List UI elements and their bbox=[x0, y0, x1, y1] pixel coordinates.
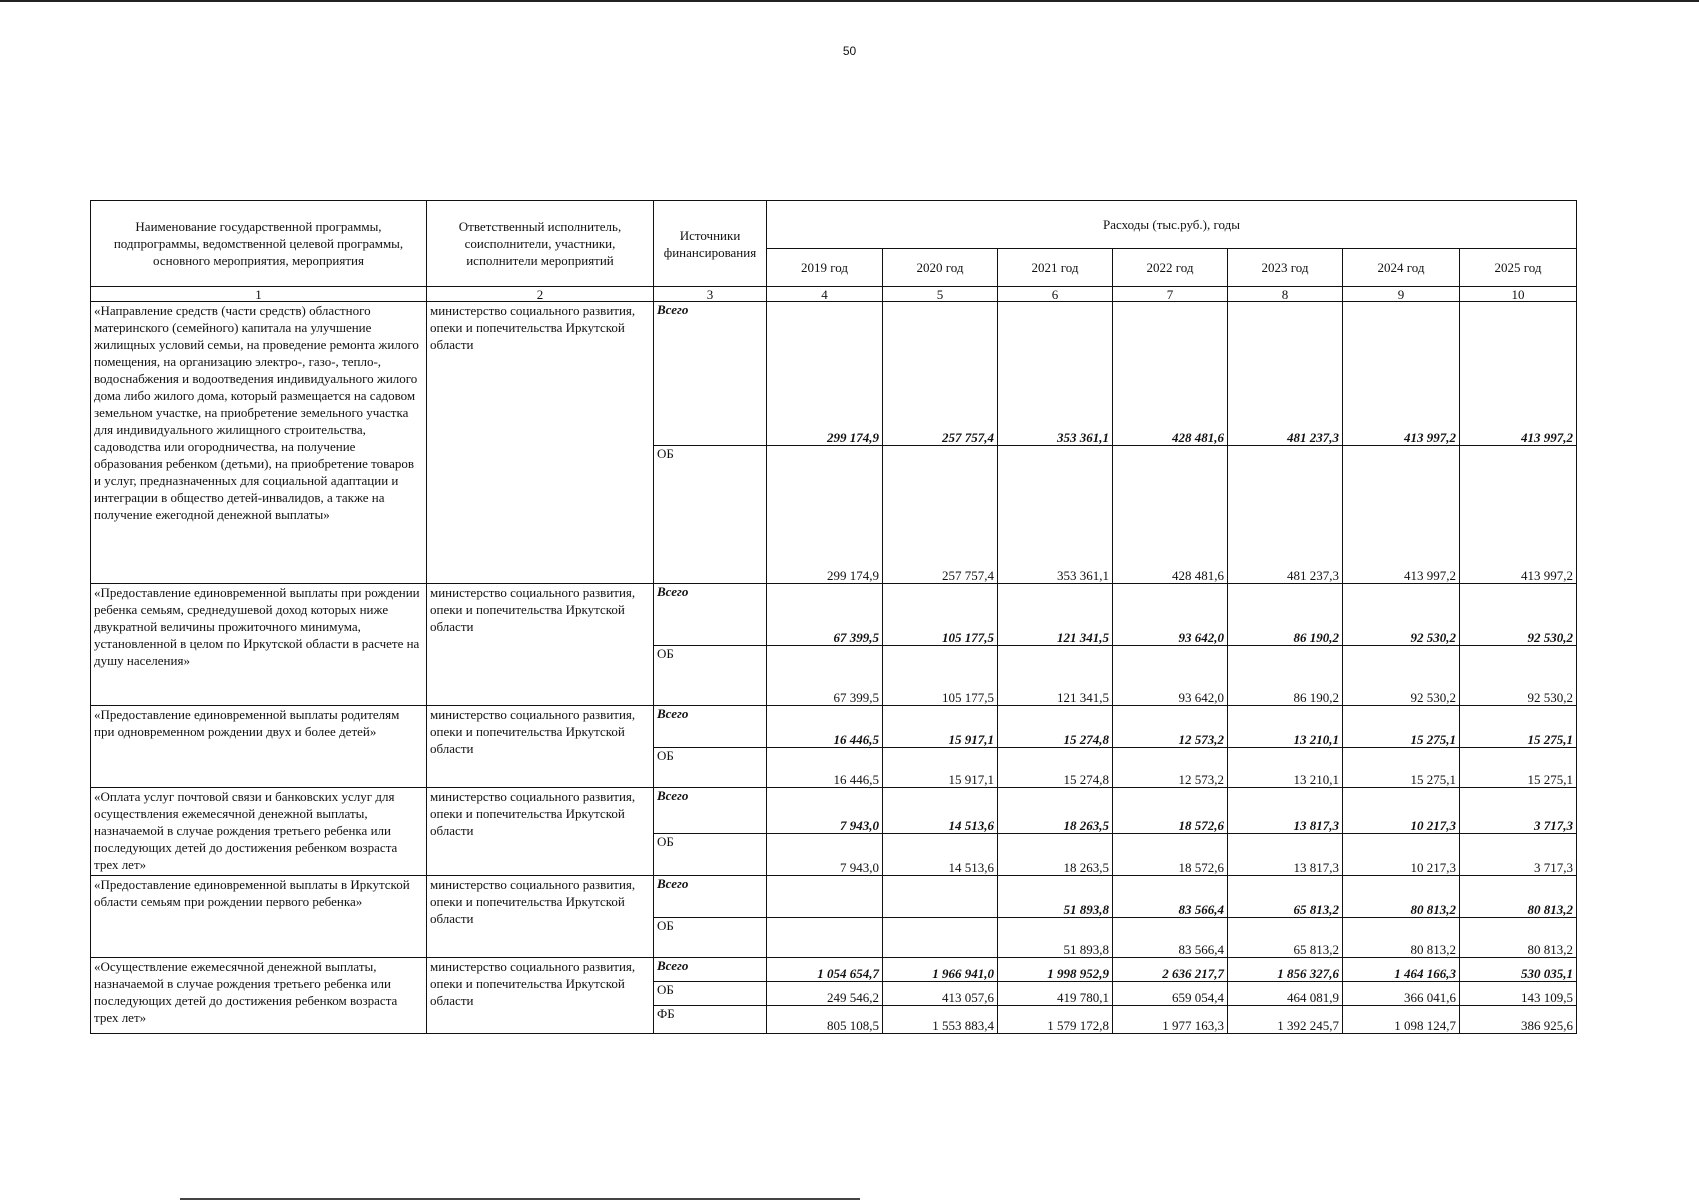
expense-value: 413 057,6 bbox=[883, 982, 998, 1006]
expense-value: 413 997,2 bbox=[1343, 446, 1460, 584]
funding-source: Всего bbox=[654, 958, 767, 982]
column-number: 5 bbox=[883, 287, 998, 302]
funding-source: Всего bbox=[654, 788, 767, 834]
expense-value: 15 275,1 bbox=[1343, 706, 1460, 748]
expense-value: 14 513,6 bbox=[883, 788, 998, 834]
measure-name: «Осуществление ежемесячной денежной выплаты, назначаемой в случае рождения третьего ребенка или последующих детей до достижения ребенком возраста трех лет» bbox=[91, 958, 427, 1034]
expense-value: 386 925,6 bbox=[1460, 1006, 1577, 1034]
table-row bbox=[91, 584, 1577, 646]
header-year: 2019 год bbox=[767, 249, 883, 287]
expense-value: 1 392 245,7 bbox=[1228, 1006, 1343, 1034]
expense-value: 121 341,5 bbox=[998, 646, 1113, 706]
expense-value: 7 943,0 bbox=[767, 834, 883, 876]
expense-value: 413 997,2 bbox=[1343, 302, 1460, 446]
expense-value: 93 642,0 bbox=[1113, 646, 1228, 706]
table-body bbox=[91, 302, 1577, 1034]
expense-value bbox=[883, 918, 998, 958]
expense-value: 15 275,1 bbox=[1460, 748, 1577, 788]
column-number: 10 bbox=[1460, 287, 1577, 302]
funding-source: ОБ bbox=[654, 646, 767, 706]
expense-value: 366 041,6 bbox=[1343, 982, 1460, 1006]
header-sources: Источники финансирования bbox=[654, 201, 767, 287]
column-number: 4 bbox=[767, 287, 883, 302]
funding-source: ОБ bbox=[654, 918, 767, 958]
expense-value: 1 553 883,4 bbox=[883, 1006, 998, 1034]
header-year: 2024 год bbox=[1343, 249, 1460, 287]
expense-value: 10 217,3 bbox=[1343, 788, 1460, 834]
expense-value: 92 530,2 bbox=[1460, 584, 1577, 646]
funding-source: Всего bbox=[654, 876, 767, 918]
expense-value: 1 998 952,9 bbox=[998, 958, 1113, 982]
expense-value: 1 464 166,3 bbox=[1343, 958, 1460, 982]
expense-value: 353 361,1 bbox=[998, 302, 1113, 446]
funding-source: ОБ bbox=[654, 834, 767, 876]
expense-value: 805 108,5 bbox=[767, 1006, 883, 1034]
column-number: 7 bbox=[1113, 287, 1228, 302]
funding-source: Всего bbox=[654, 706, 767, 748]
expense-value: 1 856 327,6 bbox=[1228, 958, 1343, 982]
measure-name: «Предоставление единовременной выплаты родителям при одновременном рождении двух и более детей» bbox=[91, 706, 427, 788]
header-executor: Ответственный исполнитель, соисполнители, участники, исполнители мероприятий bbox=[427, 201, 654, 287]
expense-value: 83 566,4 bbox=[1113, 876, 1228, 918]
funding-source: ФБ bbox=[654, 1006, 767, 1034]
expense-value: 92 530,2 bbox=[1460, 646, 1577, 706]
expense-value: 12 573,2 bbox=[1113, 748, 1228, 788]
responsible-executor: министерство социального развития, опеки и попечительства Иркутской области bbox=[427, 958, 654, 1034]
expense-value: 143 109,5 bbox=[1460, 982, 1577, 1006]
measure-name: «Оплата услуг почтовой связи и банковских услуг для осуществления ежемесячной денежной выплаты, назначаемой в случае рождения третьего ребенка или последующих детей до достижения ребенком возраста трех лет» bbox=[91, 788, 427, 876]
expense-value: 92 530,2 bbox=[1343, 646, 1460, 706]
funding-source: Всего bbox=[654, 302, 767, 446]
expense-value: 481 237,3 bbox=[1228, 302, 1343, 446]
expense-value: 1 054 654,7 bbox=[767, 958, 883, 982]
expense-value: 86 190,2 bbox=[1228, 584, 1343, 646]
table-row bbox=[91, 302, 1577, 446]
expense-value: 659 054,4 bbox=[1113, 982, 1228, 1006]
expense-value: 299 174,9 bbox=[767, 446, 883, 584]
responsible-executor: министерство социального развития, опеки и попечительства Иркутской области bbox=[427, 706, 654, 788]
expense-value: 530 035,1 bbox=[1460, 958, 1577, 982]
expense-value: 3 717,3 bbox=[1460, 834, 1577, 876]
expense-value: 13 210,1 bbox=[1228, 748, 1343, 788]
expense-value: 80 813,2 bbox=[1343, 918, 1460, 958]
expense-value: 413 997,2 bbox=[1460, 446, 1577, 584]
measure-name: «Направление средств (части средств) областного материнского (семейного) капитала на улучшение жилищных условий семьи, на проведение ремонта жилого помещения, на организацию электро-, газо-, тепло-, водоснабжения и водоотведения индивидуального жилого дома либо жилого дома, который размещается на садовом земельном участке, на приобретение земельного участка для индивидуального жилищного строительства, садоводства или огородничества, на получение образования ребенком (детьми), на приобретение товаров и услуг, предназначенных для социальной адаптации и интеграции в общество детей-инвалидов, а также на получение ежегодной денежной выплаты» bbox=[91, 302, 427, 584]
funding-source: ОБ bbox=[654, 446, 767, 584]
expense-value: 257 757,4 bbox=[883, 446, 998, 584]
page-number: 50 bbox=[842, 44, 857, 58]
expense-value: 92 530,2 bbox=[1343, 584, 1460, 646]
expense-value: 83 566,4 bbox=[1113, 918, 1228, 958]
expense-value: 80 813,2 bbox=[1460, 876, 1577, 918]
expense-value: 15 917,1 bbox=[883, 748, 998, 788]
expense-value: 12 573,2 bbox=[1113, 706, 1228, 748]
expense-value: 14 513,6 bbox=[883, 834, 998, 876]
table-row bbox=[91, 876, 1577, 918]
responsible-executor: министерство социального развития, опеки и попечительства Иркутской области bbox=[427, 302, 654, 584]
expense-value: 15 275,1 bbox=[1343, 748, 1460, 788]
expense-value bbox=[767, 876, 883, 918]
expense-value: 13 817,3 bbox=[1228, 834, 1343, 876]
header-name: Наименование государственной программы, подпрограммы, ведомственной целевой программы, основного мероприятия, мероприятия bbox=[91, 201, 427, 287]
expense-value: 428 481,6 bbox=[1113, 302, 1228, 446]
column-number: 9 bbox=[1343, 287, 1460, 302]
expense-value: 413 997,2 bbox=[1460, 302, 1577, 446]
top-scan-edge bbox=[0, 0, 1699, 2]
expense-value: 481 237,3 bbox=[1228, 446, 1343, 584]
expense-value: 257 757,4 bbox=[883, 302, 998, 446]
funding-source: ОБ bbox=[654, 982, 767, 1006]
column-number: 8 bbox=[1228, 287, 1343, 302]
expense-value: 1 966 941,0 bbox=[883, 958, 998, 982]
expense-value: 2 636 217,7 bbox=[1113, 958, 1228, 982]
expense-value: 18 572,6 bbox=[1113, 788, 1228, 834]
expense-value: 249 546,2 bbox=[767, 982, 883, 1006]
expense-value: 428 481,6 bbox=[1113, 446, 1228, 584]
measure-name: «Предоставление единовременной выплаты в Иркутской области семьям при рождении первого ребенка» bbox=[91, 876, 427, 958]
responsible-executor: министерство социального развития, опеки и попечительства Иркутской области bbox=[427, 788, 654, 876]
expense-value: 67 399,5 bbox=[767, 646, 883, 706]
expense-value: 1 579 172,8 bbox=[998, 1006, 1113, 1034]
expense-value: 15 275,1 bbox=[1460, 706, 1577, 748]
expense-value: 353 361,1 bbox=[998, 446, 1113, 584]
expense-value: 67 399,5 bbox=[767, 584, 883, 646]
column-number: 1 bbox=[91, 287, 427, 302]
expense-value: 18 572,6 bbox=[1113, 834, 1228, 876]
expense-value: 65 813,2 bbox=[1228, 918, 1343, 958]
funding-source: ОБ bbox=[654, 748, 767, 788]
expense-value: 7 943,0 bbox=[767, 788, 883, 834]
responsible-executor: министерство социального развития, опеки и попечительства Иркутской области bbox=[427, 584, 654, 706]
expense-value: 51 893,8 bbox=[998, 918, 1113, 958]
expense-value: 105 177,5 bbox=[883, 584, 998, 646]
expense-value: 464 081,9 bbox=[1228, 982, 1343, 1006]
expense-value: 13 210,1 bbox=[1228, 706, 1343, 748]
expense-value: 18 263,5 bbox=[998, 834, 1113, 876]
expense-value: 65 813,2 bbox=[1228, 876, 1343, 918]
expense-value: 1 977 163,3 bbox=[1113, 1006, 1228, 1034]
expense-value: 121 341,5 bbox=[998, 584, 1113, 646]
header-year: 2021 год bbox=[998, 249, 1113, 287]
expense-value bbox=[767, 918, 883, 958]
header-expenses: Расходы (тыс.руб.), годы bbox=[767, 201, 1577, 249]
expense-value: 15 917,1 bbox=[883, 706, 998, 748]
budget-table bbox=[90, 200, 1577, 1034]
expense-value: 10 217,3 bbox=[1343, 834, 1460, 876]
expense-value: 15 274,8 bbox=[998, 706, 1113, 748]
column-number: 2 bbox=[427, 287, 654, 302]
column-number: 6 bbox=[998, 287, 1113, 302]
expense-value bbox=[883, 876, 998, 918]
expense-value: 80 813,2 bbox=[1460, 918, 1577, 958]
expense-value: 16 446,5 bbox=[767, 748, 883, 788]
expense-value: 15 274,8 bbox=[998, 748, 1113, 788]
expense-value: 51 893,8 bbox=[998, 876, 1113, 918]
table-row bbox=[91, 958, 1577, 982]
responsible-executor: министерство социального развития, опеки и попечительства Иркутской области bbox=[427, 876, 654, 958]
measure-name: «Предоставление единовременной выплаты при рождении ребенка семьям, среднедушевой доход которых ниже двукратной величины прожиточного минимума, установленной в целом по Иркутской области в расчете на душу населения» bbox=[91, 584, 427, 706]
expense-value: 3 717,3 bbox=[1460, 788, 1577, 834]
expense-value: 86 190,2 bbox=[1228, 646, 1343, 706]
expense-value: 16 446,5 bbox=[767, 706, 883, 748]
table-row bbox=[91, 788, 1577, 834]
header-year: 2020 год bbox=[883, 249, 998, 287]
expense-value: 419 780,1 bbox=[998, 982, 1113, 1006]
expense-value: 18 263,5 bbox=[998, 788, 1113, 834]
column-number: 3 bbox=[654, 287, 767, 302]
expense-value: 105 177,5 bbox=[883, 646, 998, 706]
header-year: 2022 год bbox=[1113, 249, 1228, 287]
expense-value: 1 098 124,7 bbox=[1343, 1006, 1460, 1034]
expense-value: 299 174,9 bbox=[767, 302, 883, 446]
expense-value: 13 817,3 bbox=[1228, 788, 1343, 834]
expense-value: 93 642,0 bbox=[1113, 584, 1228, 646]
expense-value: 80 813,2 bbox=[1343, 876, 1460, 918]
header-year: 2025 год bbox=[1460, 249, 1577, 287]
table-row bbox=[91, 706, 1577, 748]
header-year: 2023 год bbox=[1228, 249, 1343, 287]
funding-source: Всего bbox=[654, 584, 767, 646]
